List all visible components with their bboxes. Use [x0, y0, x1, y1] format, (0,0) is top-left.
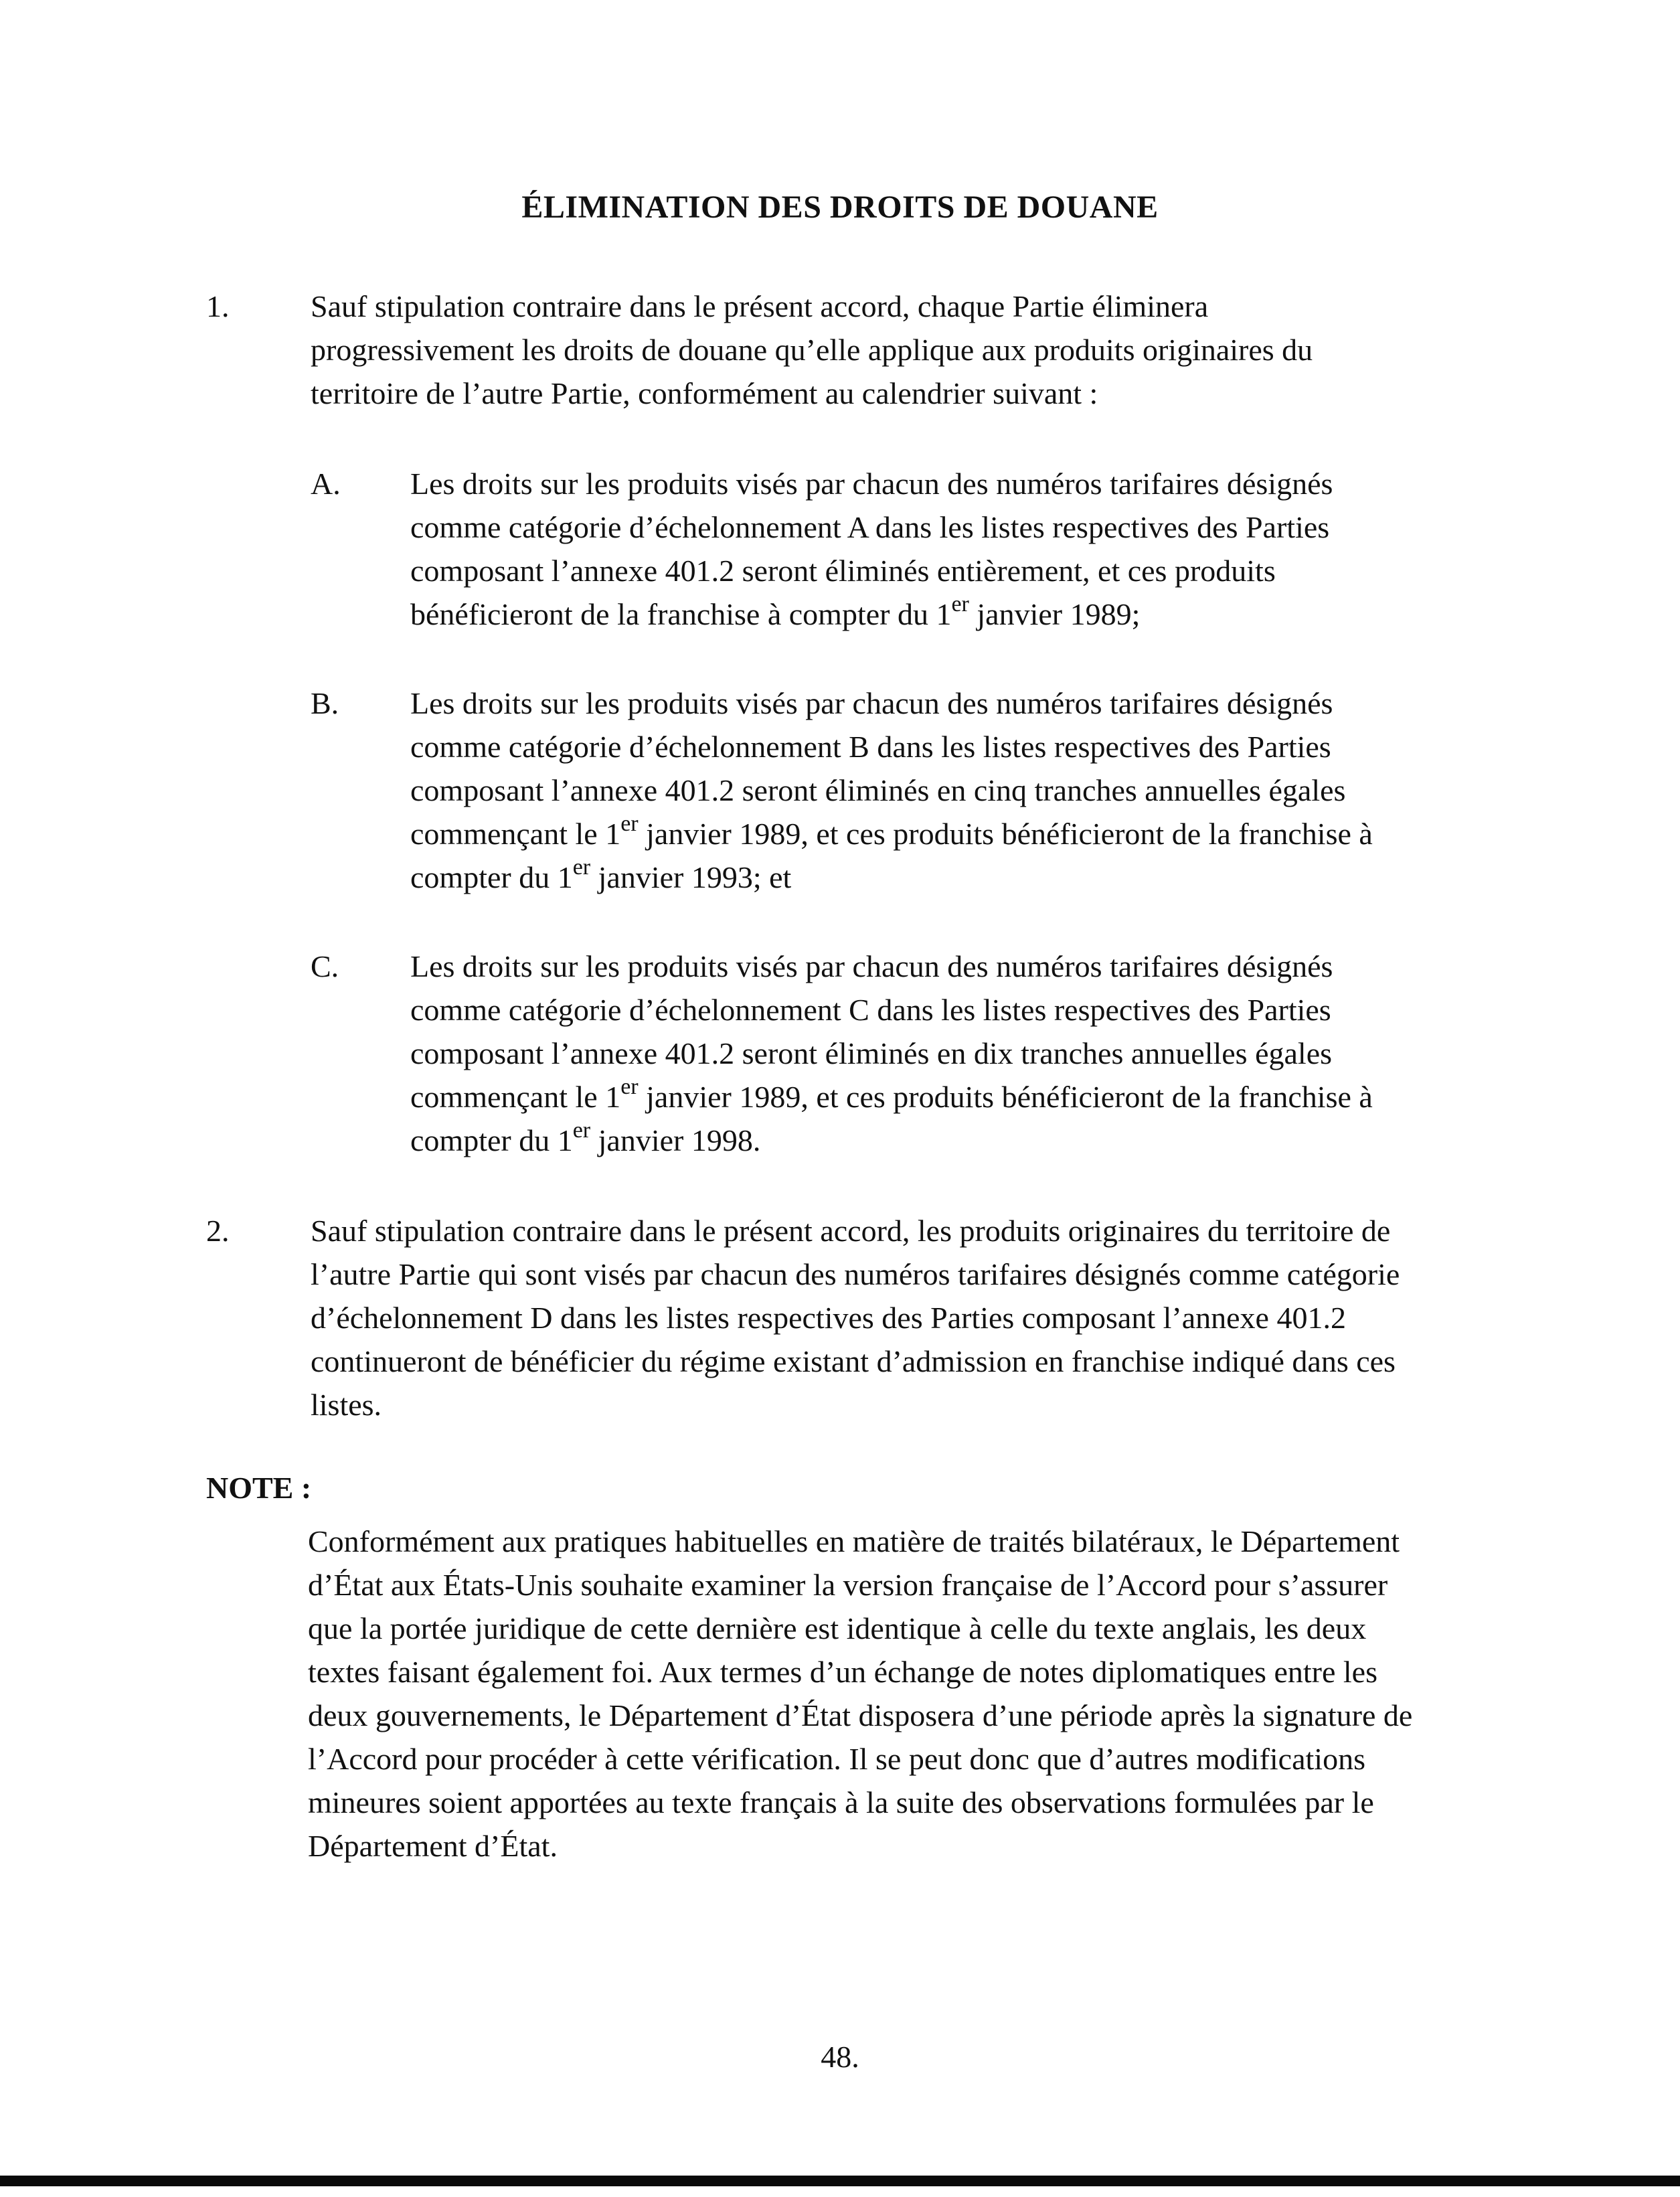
note-paragraph: [308, 1520, 1412, 1868]
note-label: NOTE :: [206, 1471, 312, 1505]
text-segment: janvier 1989;: [969, 597, 1141, 631]
text-line: [410, 1075, 1373, 1119]
text-segment: janvier 1989, et ces produits bénéficieront de la franchise à: [638, 1080, 1373, 1114]
text-line: deux gouvernements, le Département d’État disposera d’une période après la signature de: [308, 1698, 1413, 1732]
item-1-paragraph: [311, 284, 1313, 415]
text-segment: compter du 1: [410, 860, 573, 894]
text-line: comme catégorie d’échelonnement B dans les listes respectives des Parties: [410, 730, 1331, 764]
text-line: mineures soient apportées au texte français à la suite des observations formulées par le: [308, 1785, 1374, 1819]
superscript: er: [951, 591, 969, 617]
text-line: composant l’annexe 401.2 seront éliminés en dix tranches annuelles égales: [410, 1036, 1333, 1070]
text-line: l’Accord pour procéder à cette vérification. Il se peut donc que d’autres modifications: [308, 1742, 1365, 1776]
text-line: composant l’annexe 401.2 seront éliminés entièrement, et ces produits: [410, 554, 1276, 588]
text-line: Conformément aux pratiques habituelles en matière de traités bilatéraux, le Département: [308, 1524, 1400, 1558]
subitem-a-letter: A.: [311, 467, 341, 501]
text-line: que la portée juridique de cette dernière est identique à celle du texte anglais, les deux: [308, 1611, 1367, 1645]
text-line: Département d’État.: [308, 1829, 558, 1863]
text-line: Sauf stipulation contraire dans le présent accord, les produits originaires du territoire de: [311, 1214, 1391, 1248]
text-line: [410, 856, 1373, 899]
subitem-c-paragraph: [410, 945, 1373, 1162]
subitem-b-paragraph: [410, 681, 1373, 899]
text-segment: janvier 1998.: [590, 1123, 761, 1157]
superscript: er: [620, 1074, 639, 1099]
text-line: l’autre Partie qui sont visés par chacun des numéros tarifaires désignés comme catégorie: [311, 1257, 1400, 1291]
superscript: er: [620, 811, 639, 836]
text-line: continueront de bénéficier du régime existant d’admission en franchise indiqué dans ces: [311, 1344, 1396, 1378]
superscript: er: [572, 854, 591, 880]
subitem-a-paragraph: [410, 462, 1333, 636]
text-line: comme catégorie d’échelonnement C dans les listes respectives des Parties: [410, 993, 1331, 1027]
text-line: comme catégorie d’échelonnement A dans les listes respectives des Parties: [410, 510, 1330, 544]
page-number: 48.: [821, 2040, 859, 2074]
text-line: [410, 812, 1373, 856]
text-segment: janvier 1993; et: [590, 860, 792, 894]
text-line: d’échelonnement D dans les listes respectives des Parties composant l’annexe 401.2: [311, 1301, 1346, 1335]
text-line: [410, 592, 1333, 636]
item-1-number: 1.: [206, 289, 230, 323]
scan-edge-bar: [0, 2176, 1680, 2186]
text-line: composant l’annexe 401.2 seront éliminés en cinq tranches annuelles égales: [410, 773, 1346, 807]
text-line: listes.: [311, 1388, 382, 1422]
text-segment: commençant le 1: [410, 1080, 621, 1114]
subitem-c-letter: C.: [311, 949, 339, 983]
text-line: territoire de l’autre Partie, conformément au calendrier suivant :: [311, 376, 1098, 410]
subitem-b-letter: B.: [311, 686, 339, 720]
text-line: d’État aux États-Unis souhaite examiner la version française de l’Accord pour s’assurer: [308, 1568, 1388, 1602]
text-line: Les droits sur les produits visés par chacun des numéros tarifaires désignés: [410, 949, 1333, 983]
text-segment: bénéficieront de la franchise à compter du 1: [410, 597, 952, 631]
superscript: er: [572, 1117, 591, 1143]
item-2-number: 2.: [206, 1214, 230, 1248]
text-line: Les droits sur les produits visés par chacun des numéros tarifaires désignés: [410, 467, 1333, 501]
text-line: textes faisant également foi. Aux termes d’un échange de notes diplomatiques entre les: [308, 1655, 1377, 1689]
text-line: Sauf stipulation contraire dans le présent accord, chaque Partie éliminera: [311, 289, 1209, 323]
text-line: progressivement les droits de douane qu’elle applique aux produits originaires du: [311, 333, 1313, 367]
text-segment: janvier 1989, et ces produits bénéficieront de la franchise à: [638, 817, 1373, 851]
text-line: Les droits sur les produits visés par chacun des numéros tarifaires désignés: [410, 686, 1333, 720]
text-line: [410, 1119, 1373, 1162]
text-segment: compter du 1: [410, 1123, 573, 1157]
item-2-paragraph: [311, 1209, 1400, 1427]
page-title: ÉLIMINATION DES DROITS DE DOUANE: [521, 189, 1159, 225]
text-segment: commençant le 1: [410, 817, 621, 851]
